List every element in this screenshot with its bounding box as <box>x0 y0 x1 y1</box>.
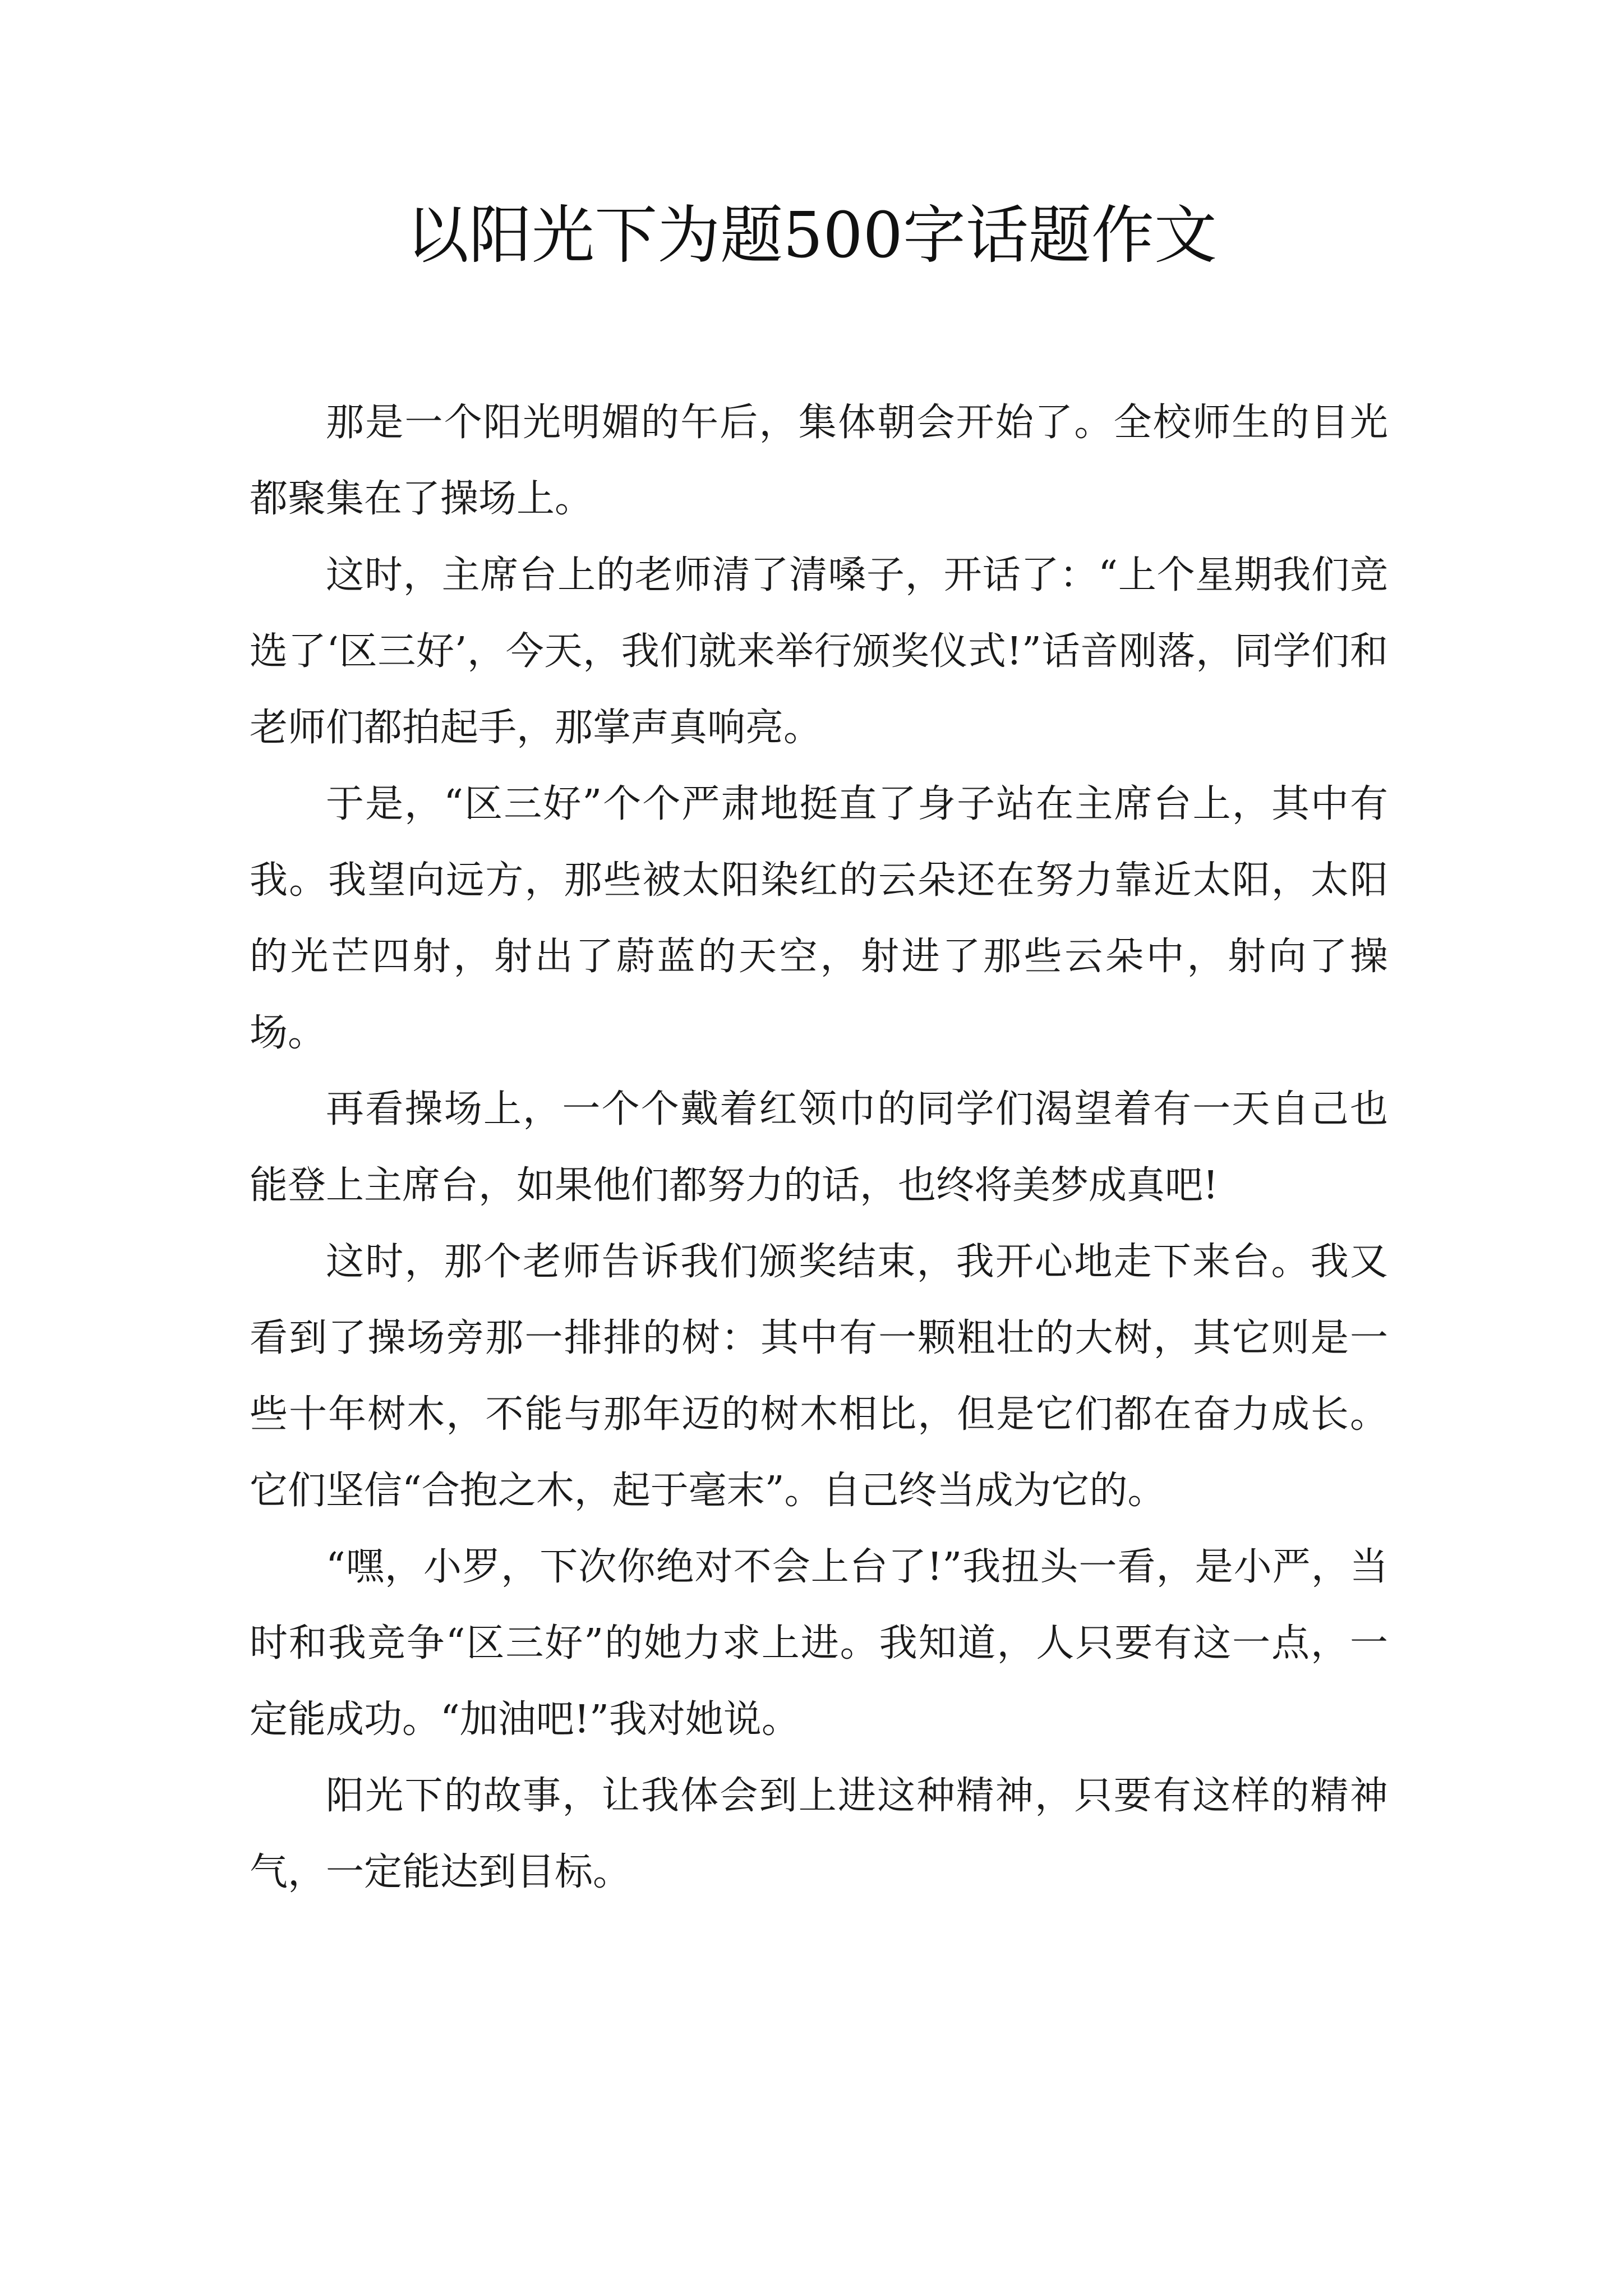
paragraph-6: “嘿，小罗，下次你绝对不会上台了!”我扭头一看，是小严，当时和我竞争“区三好”的她力求上进。我知道，人只要有这一点，一定能成功。“加油吧!”我对她说。 <box>250 1545 1388 1742</box>
document-title: 以阳光下为题500字话题作文 <box>406 199 1217 272</box>
document-body <box>250 385 1388 1911</box>
paragraph-3: 于是，“区三好”个个严肃地挺直了身子站在主席台上，其中有我。我望向远方，那些被太阳染红的云朵还在努力靠近太阳，太阳的光芒四射，射出了蔚蓝的天空，射进了那些云朵中，射向了操场。 <box>250 782 1388 1055</box>
paragraph-4: 再看操场上，一个个戴着红领巾的同学们渴望着有一天自己也能登上主席台，如果他们都努力的话，也终将美梦成真吧! <box>250 1087 1388 1208</box>
paragraph-2: 这时，主席台上的老师清了清嗓子，开话了：“上个星期我们竞选了‘区三好’，今天，我们就来举行颁奖仪式!”话音刚落，同学们和老师们都拍起手，那掌声真响亮。 <box>250 553 1389 750</box>
paragraph-1: 那是一个阳光明媚的午后，集体朝会开始了。全校师生的目光都聚集在了操场上。 <box>250 401 1388 521</box>
paragraph-7: 阳光下的故事，让我体会到上进这种精神，只要有这样的精神气，一定能达到目标。 <box>250 1774 1388 1894</box>
paragraph-5: 这时，那个老师告诉我们颁奖结束，我开心地走下来台。我又看到了操场旁那一排排的树：其中有一颗粗壮的大树，其它则是一些十年树木，不能与那年迈的树木相比，但是它们都在奋力成长。它们坚信“合抱之木，起于毫末”。自己终当成为它的。 <box>250 1240 1388 1513</box>
